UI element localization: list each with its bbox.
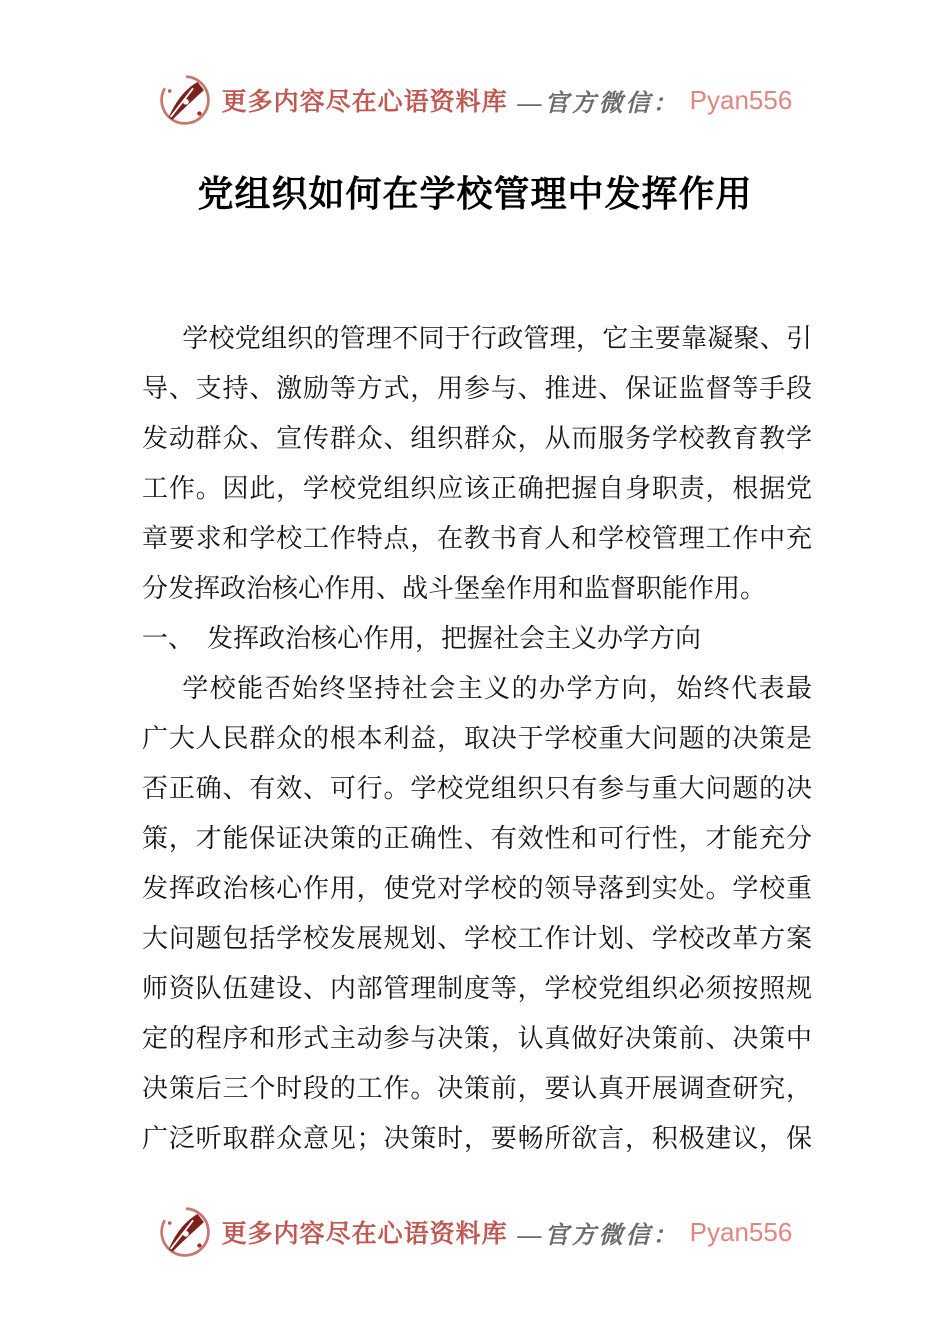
body-line: 学校能否始终坚持社会主义的办学方向，始终代表最 bbox=[182, 674, 812, 703]
body-line: 分发挥政治核心作用、战斗堡垒作用和监督职能作用。 bbox=[142, 574, 767, 603]
document-body bbox=[142, 314, 812, 1164]
body-line: 广泛听取群众意见；决策时，要畅所欲言，积极建议，保 bbox=[142, 1124, 812, 1153]
wechat-id: Pyan556 bbox=[689, 1216, 793, 1247]
body-line: 学校党组织的管理不同于行政管理，它主要靠凝聚、引 bbox=[182, 324, 812, 353]
body-line: 发动群众、宣传群众、组织群众，从而服务学校教育教学 bbox=[142, 424, 812, 453]
body-line: 否正确、有效、可行。学校党组织只有参与重大问题的决 bbox=[142, 774, 812, 803]
body-line: 大问题包括学校发展规划、学校工作计划、学校改革方案 bbox=[142, 924, 812, 953]
body-line: 定的程序和形式主动参与决策，认真做好决策前、决策中 bbox=[142, 1024, 812, 1053]
body-line: 章要求和学校工作特点，在教书育人和学校管理工作中充 bbox=[142, 524, 812, 553]
wechat-label: —官方微信： bbox=[517, 1222, 680, 1249]
section-heading-line: 一、 发挥政治核心作用，把握社会主义办学方向 bbox=[142, 624, 702, 653]
brand-text: 更多内容尽在心语资料库 bbox=[221, 89, 508, 116]
wechat-id: Pyan556 bbox=[689, 84, 793, 115]
footer-watermark bbox=[0, 1200, 950, 1264]
header-watermark bbox=[0, 68, 950, 132]
pen-in-circle-icon bbox=[158, 1203, 212, 1261]
body-line: 发挥政治核心作用，使党对学校的领导落到实处。学校重 bbox=[142, 874, 812, 903]
body-line: 决策后三个时段的工作。决策前，要认真开展调查研究， bbox=[142, 1074, 812, 1103]
body-line: 工作。因此，学校党组织应该正确把握自身职责，根据党 bbox=[142, 474, 812, 503]
document-title: 党组织如何在学校管理中发挥作用 bbox=[197, 174, 753, 214]
wechat-label: —官方微信： bbox=[517, 90, 680, 117]
body-line: 策，才能保证决策的正确性、有效性和可行性，才能充分 bbox=[142, 824, 812, 853]
body-line: 广大人民群众的根本利益，取决于学校重大问题的决策是 bbox=[142, 724, 812, 753]
body-line: 导、支持、激励等方式，用参与、推进、保证监督等手段 bbox=[142, 374, 812, 403]
body-line: 师资队伍建设、内部管理制度等，学校党组织必须按照规 bbox=[142, 974, 812, 1003]
pen-in-circle-icon bbox=[158, 71, 212, 129]
brand-text: 更多内容尽在心语资料库 bbox=[221, 1221, 508, 1248]
